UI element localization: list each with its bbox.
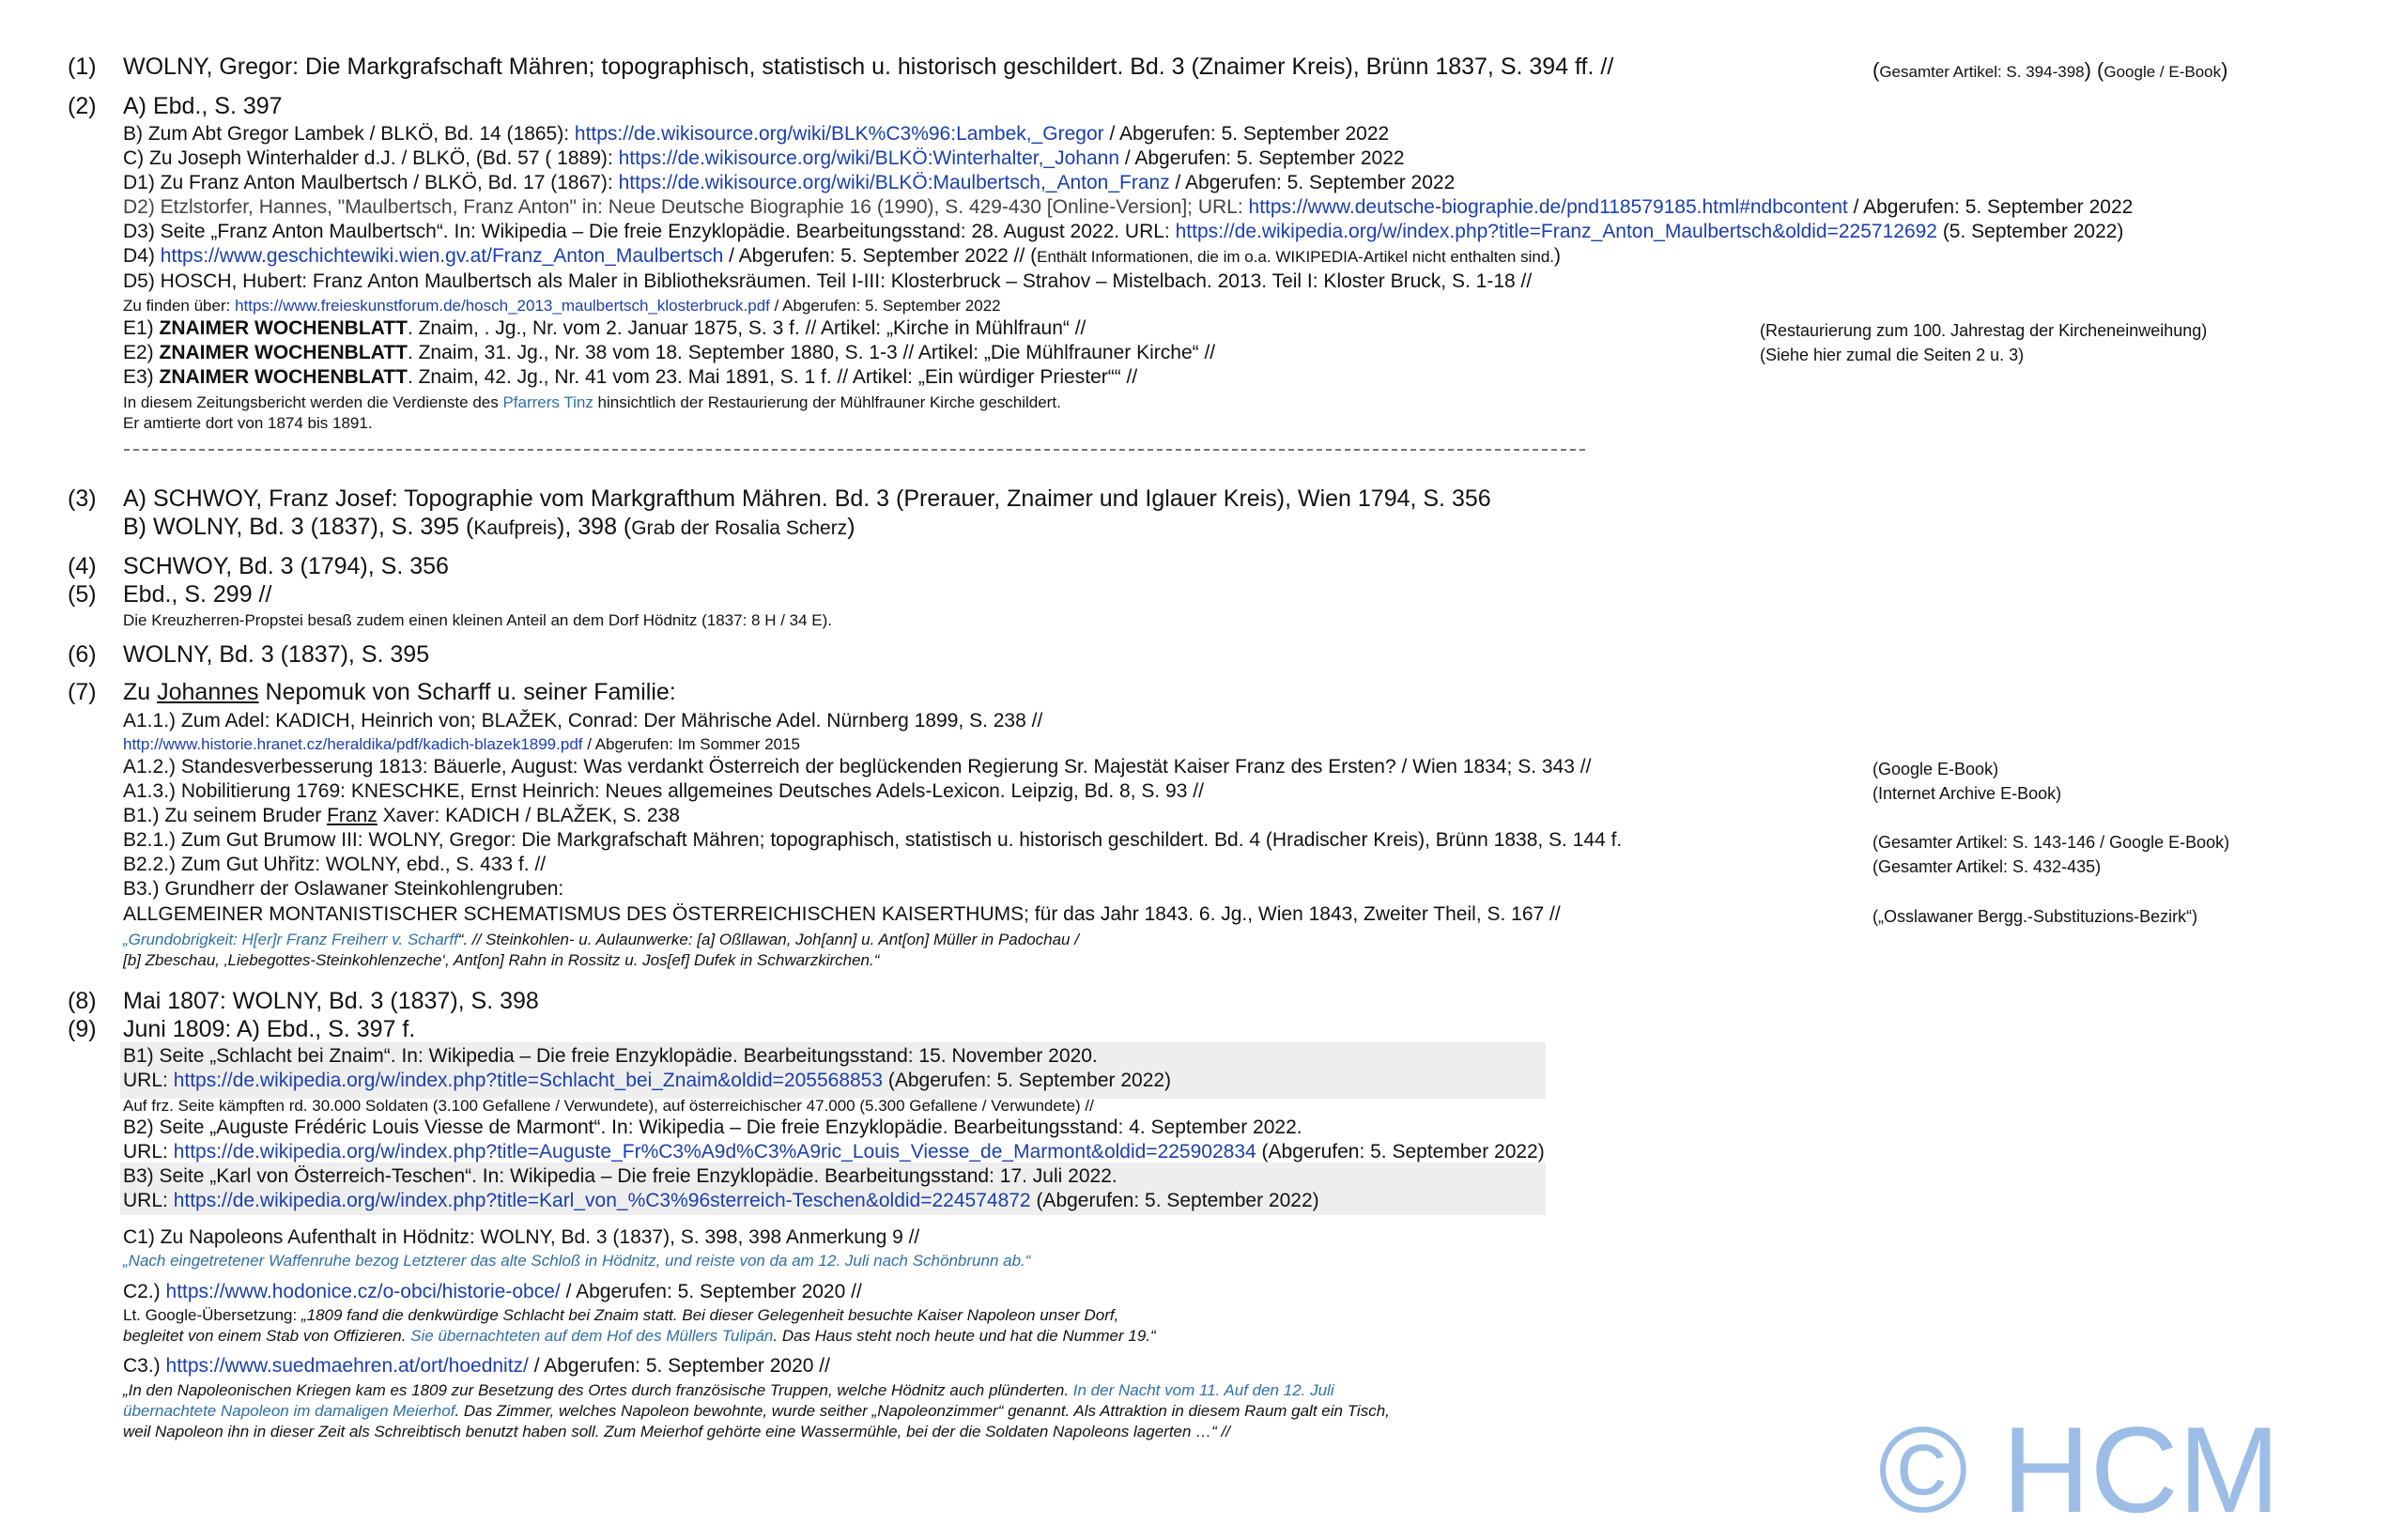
copyright-watermark: © HCM xyxy=(1878,1401,2280,1538)
entry-7-b1: B1.) Zu seinem Bruder Franz Xaver: KADICH / BLAŽEK, S. 238 xyxy=(123,805,680,826)
entry-5-text: Ebd., S. 299 // xyxy=(123,581,272,608)
entry-2-a: A) Ebd., S. 397 xyxy=(123,93,283,119)
entry-number: (2) xyxy=(68,93,97,119)
entry-number: (4) xyxy=(68,553,97,579)
wikisource-lambek-link[interactable]: https://de.wikisource.org/wiki/BLK%C3%96:Lambek,_Gregor xyxy=(574,123,1104,145)
section-divider xyxy=(124,449,1585,451)
entry-2-d1: D1) Zu Franz Anton Maulbertsch / BLKÖ, Bd. 17 (1867): https://de.wikisource.org/wiki/BLKÖ:Maulbertsch,_Anton_Franz / Abgerufen: 5. September 2022 xyxy=(123,172,1456,193)
entry-7-a13: A1.3.) Nobilitierung 1769: KNESCHKE, Ernst Heinrich: Neues allgemeines Deutsches Adels-Lexicon. Leipzig, Bd. 8, S. 93 // xyxy=(123,780,1204,802)
entry-8-text: Mai 1807: WOLNY, Bd. 3 (1837), S. 398 xyxy=(123,988,539,1014)
entry-2-b: B) Zum Abt Gregor Lambek / BLKÖ, Bd. 14 (1865): https://de.wikisource.org/wiki/BLK%C3%96:Lambek,_Gregor / Abgerufen: 5. September 2022 xyxy=(123,123,1390,145)
entry-2-e1-note: (Restaurierung zum 100. Jahrestag der Kircheneinweihung) xyxy=(1760,321,2208,340)
entry-2-c: C) Zu Joseph Winterhalder d.J. / BLKÖ, (Bd. 57 ( 1889): https://de.wikisource.org/wiki/BLKÖ:Winterhalter,_Johann / Abgerufen: 5. September 2022 xyxy=(123,147,1405,169)
entry-7-a12-note: (Google E-Book) xyxy=(1872,760,1999,778)
entry-7-b3-quote-1: „Grundobrigkeit: H[er]r Franz Freiherr v. Scharff“. // Steinkohlen- u. Aulaunwerke: [a] Oßllawan, Joh[ann] u. Ant[on] Müller in Padochau / xyxy=(123,931,1079,948)
hodonice-link[interactable]: https://www.hodonice.cz/o-obci/historie-obce/ xyxy=(165,1281,561,1302)
entry-2-e2-note: (Siehe hier zumal die Seiten 2 u. 3) xyxy=(1760,346,2025,364)
entry-2-e3-note-1: In diesem Zeitungsbericht werden die Verdienste des Pfarrers Tinz hinsichtlich der Restaurierung der Mühlfrauner Kirche geschildert. xyxy=(123,393,1061,411)
entry-7-a11: A1.1.) Zum Adel: KADICH, Heinrich von; BLAŽEK, Conrad: Der Mährische Adel. Nürnberg 1899, S. 238 // xyxy=(123,710,1043,732)
entry-number: (8) xyxy=(68,988,97,1014)
entry-4-text: SCHWOY, Bd. 3 (1794), S. 356 xyxy=(123,553,449,579)
entry-7-b22: B2.2.) Zum Gut Uhřitz: WOLNY, ebd., S. 433 f. // xyxy=(123,854,547,875)
entry-9-b2: B2) Seite „Auguste Frédéric Louis Viesse de Marmont“. In: Wikipedia – Die freie Enzyklopädie. Bearbeitungsstand: 4. September 2022. xyxy=(123,1116,1302,1138)
freieskunstforum-link[interactable]: https://www.freieskunstforum.de/hosch_2013_maulbertsch_klosterbruck.pdf xyxy=(235,297,770,315)
wikisource-maulbertsch-link[interactable]: https://de.wikisource.org/wiki/BLKÖ:Maulbertsch,_Anton_Franz xyxy=(618,172,1170,193)
entry-9-b2-url: URL: https://de.wikipedia.org/w/index.php?title=Auguste_Fr%C3%A9d%C3%A9ric_Louis_Viesse_de_Marmont&oldid=225902834 (Abgerufen: 5. September 2022) xyxy=(123,1141,1545,1163)
entry-number: (7) xyxy=(68,679,97,705)
entry-6-text: WOLNY, Bd. 3 (1837), S. 395 xyxy=(123,641,430,668)
entry-9-c1-quote: „Nach eingetretener Waffenruhe bezog Letzterer das alte Schloß in Hödnitz, und reiste von da am 12. Juli nach Schönbrunn ab.“ xyxy=(123,1252,1031,1270)
entry-number: (1) xyxy=(68,54,97,80)
entry-1-note: (Gesamter Artikel: S. 394-398) (Google / E-Book) xyxy=(1872,58,2228,82)
entry-7-b3-note: („Osslawaner Bergg.-Substituzions-Bezirk“) xyxy=(1872,907,2198,926)
entry-9-c1: C1) Zu Napoleons Aufenthalt in Hödnitz: WOLNY, Bd. 3 (1837), S. 398, 398 Anmerkung 9 // xyxy=(123,1226,920,1248)
entry-7-b3-quote-2: [b] Zbeschau, ‚Liebegottes-Steinkohlenzeche‘, Ant[on] Rahn in Rossitz u. Jos[ef] Dufek in Schwarzkirchen.“ xyxy=(123,951,880,969)
entry-9-c3: C3.) https://www.suedmaehren.at/ort/hoednitz/ / Abgerufen: 5. September 2020 // xyxy=(123,1355,830,1377)
entry-number: (5) xyxy=(68,581,97,608)
entry-number: (3) xyxy=(68,485,97,512)
deutsche-biographie-link[interactable]: https://www.deutsche-biographie.de/pnd118579185.html#ndbcontent xyxy=(1248,196,1848,218)
entry-2-e2: E2) ZNAIMER WOCHENBLATT. Znaim, 31. Jg., Nr. 38 vom 18. September 1880, S. 1-3 // Artikel: „Die Mühlfrauner Kirche“ // xyxy=(123,342,1216,363)
entry-7-b3: B3.) Grundherr der Oslawaner Steinkohlengruben: xyxy=(123,878,564,900)
entry-number: (9) xyxy=(68,1016,97,1042)
entry-number: (6) xyxy=(68,641,97,668)
entry-3-a: A) SCHWOY, Franz Josef: Topographie vom Markgrafthum Mähren. Bd. 3 (Prerauer, Znaimer und Iglauer Kreis), Wien 1794, S. 356 xyxy=(123,485,1491,512)
entry-1-text: WOLNY, Gregor: Die Markgrafschaft Mähren; topographisch, statistisch u. historisch geschildert. Bd. 3 (Znaimer Kreis), Brünn 1837, S. 394 ff. // xyxy=(123,54,1614,80)
entry-7-a13-note: (Internet Archive E-Book) xyxy=(1872,784,2062,803)
entry-9-c3-quote-3: weil Napoleon ihn in dieser Zeit als Schreibtisch benutzt haben soll. Zum Meierhof gehörte eine Wassermühle, bei der die Soldaten Napoleons lagerten …“ // xyxy=(123,1423,1231,1440)
entry-2-e3-note-2: Er amtierte dort von 1874 bis 1891. xyxy=(123,414,373,432)
entry-9-c3-quote-1: „In den Napoleonischen Kriegen kam es 1809 zur Besetzung des Ortes durch französische Truppen, welche Hödnitz auch plünderten. In der Nacht vom 11. Auf den 12. Juli xyxy=(123,1381,1334,1399)
entry-2-d5-find: Zu finden über: https://www.freieskunstforum.de/hosch_2013_maulbertsch_klosterbruck.pdf / Abgerufen: 5. September 2022 xyxy=(123,297,1001,315)
entry-9-c2: C2.) https://www.hodonice.cz/o-obci/historie-obce/ / Abgerufen: 5. September 2020 // xyxy=(123,1281,862,1302)
entry-9-b3: B3) Seite „Karl von Österreich-Teschen“. In: Wikipedia – Die freie Enzyklopädie. Bearbeitungsstand: 17. Juli 2022. xyxy=(123,1165,1117,1187)
entry-2-d2: D2) Etzlstorfer, Hannes, "Maulbertsch, Franz Anton" in: Neue Deutsche Biographie 16 (1990), S. 429-430 [Online-Version]; URL: https://www.deutsche-biographie.de/pnd118579185.html#ndbcontent / Abgerufen: 5. September 2022 xyxy=(123,196,2134,218)
suedmaehren-link[interactable]: https://www.suedmaehren.at/ort/hoednitz/ xyxy=(165,1355,529,1377)
entry-7-head: Zu Johannes Nepomuk von Scharff u. seiner Familie: xyxy=(123,679,676,705)
entry-9-c2-quote-2: begleitet von einem Stab von Offizieren. Sie übernachteten auf dem Hof des Müllers Tulipán. Das Haus steht noch heute und hat die Nummer 19.“ xyxy=(123,1327,1156,1345)
entry-9-b1-url: URL: https://de.wikipedia.org/w/index.php?title=Schlacht_bei_Znaim&oldid=205568853 (Abgerufen: 5. September 2022) xyxy=(123,1070,1172,1091)
entry-2-d5: D5) HOSCH, Hubert: Franz Anton Maulbertsch als Maler in Bibliotheksräumen. Teil I-III: Klosterbruck – Strahov – Mistelbach. 2013. Teil I: Kloster Bruck, S. 1-18 // xyxy=(123,270,1533,292)
entry-9-c2-quote-1: Lt. Google-Übersetzung: „1809 fand die denkwürdige Schlacht bei Znaim statt. Bei dieser Gelegenheit besuchte Kaiser Napoleon unser Dorf, xyxy=(123,1306,1119,1324)
entry-2-e3: E3) ZNAIMER WOCHENBLATT. Znaim, 42. Jg., Nr. 41 vom 23. Mai 1891, S. 1 f. // Artikel: „Ein würdiger Priester““ // xyxy=(123,366,1138,388)
entry-7-b3-line: ALLGEMEINER MONTANISTISCHER SCHEMATISMUS DES ÖSTERREICHISCHEN KAISERTHUMS; für das Jahr 1843. 6. Jg., Wien 1843, Zweiter Theil, S. 167 // xyxy=(123,903,1561,925)
entry-5-note: Die Kreuzherren-Propstei besaß zudem einen kleinen Anteil an dem Dorf Hödnitz (1837: 8 H / 34 E). xyxy=(123,611,833,629)
entry-9-c3-quote-2: übernachtete Napoleon im damaligen Meierhof. Das Zimmer, welches Napoleon bewohnte, wurde seither „Napoleonzimmer“ genannt. Als Attraktion in diesem Raum galt ein Tisch, xyxy=(123,1402,1390,1420)
entry-2-d3: D3) Seite „Franz Anton Maulbertsch“. In: Wikipedia – Die freie Enzyklopädie. Bearbeitungsstand: 28. August 2022. URL: https://de.wikipedia.org/w/index.php?title=Franz_Anton_Maulbertsch&oldid=225712692 (5. September 2022) xyxy=(123,221,2124,242)
wikipedia-znaim-link[interactable]: https://de.wikipedia.org/w/index.php?title=Schlacht_bei_Znaim&oldid=205568853 xyxy=(173,1070,884,1091)
hranet-kadich-link[interactable]: http://www.historie.hranet.cz/heraldika/pdf/kadich-blazek1899.pdf xyxy=(123,735,583,753)
entry-9-b1: B1) Seite „Schlacht bei Znaim“. In: Wikipedia – Die freie Enzyklopädie. Bearbeitungsstand: 15. November 2020. xyxy=(123,1045,1098,1067)
entry-3-b: B) WOLNY, Bd. 3 (1837), S. 395 (Kaufpreis), 398 (Grab der Rosalia Scherz) xyxy=(123,514,855,540)
entry-7-a12: A1.2.) Standesverbesserung 1813: Bäuerle, August: Was verdankt Österreich der beglückenden Regierung Sr. Majestät Kaiser Franz des Ersten? / Wien 1834; S. 343 // xyxy=(123,756,1592,778)
wikipedia-karl-link[interactable]: https://de.wikipedia.org/w/index.php?title=Karl_von_%C3%96sterreich-Teschen&oldid=224574872 xyxy=(173,1190,1031,1211)
entry-9-b3-url: URL: https://de.wikipedia.org/w/index.php?title=Karl_von_%C3%96sterreich-Teschen&oldid=224574872 (Abgerufen: 5. September 2022) xyxy=(123,1190,1319,1211)
entry-9-text: Juni 1809: A) Ebd., S. 397 f. xyxy=(123,1016,416,1042)
wikipedia-marmont-link[interactable]: https://de.wikipedia.org/w/index.php?title=Auguste_Fr%C3%A9d%C3%A9ric_Louis_Viesse_de_Marmont&oldid=225902834 xyxy=(173,1141,1256,1163)
entry-7-b22-note: (Gesamter Artikel: S. 432-435) xyxy=(1872,857,2102,876)
entry-2-e1: E1) ZNAIMER WOCHENBLATT. Znaim, . Jg., Nr. vom 2. Januar 1875, S. 3 f. // Artikel: „Kirche in Mühlfraun“ // xyxy=(123,317,1086,339)
entry-2-d4: D4) https://www.geschichtewiki.wien.gv.at/Franz_Anton_Maulbertsch / Abgerufen: 5. September 2022 // (Enthält Informationen, die im o.a. WIKIPEDIA-Artikel nicht enthalten sind.) xyxy=(123,245,1562,267)
entry-9-b1-note: Auf frz. Seite kämpften rd. 30.000 Soldaten (3.100 Gefallene / Verwundete), auf österreichischer 47.000 (5.300 Gefallene / Verwundete) // xyxy=(123,1097,1094,1115)
wikisource-winterhalter-link[interactable]: https://de.wikisource.org/wiki/BLKÖ:Winterhalter,_Johann xyxy=(618,147,1119,169)
entry-7-a11-link: http://www.historie.hranet.cz/heraldika/pdf/kadich-blazek1899.pdf / Abgerufen: Im Sommer 2015 xyxy=(123,735,801,753)
entry-7-b21: B2.1.) Zum Gut Brumow III: WOLNY, Gregor: Die Markgrafschaft Mähren; topographisch, statistisch u. historisch geschildert. Bd. 4 (Hradischer Kreis), Brünn 1838, S. 144 f. xyxy=(123,829,1623,851)
geschichtewiki-link[interactable]: https://www.geschichtewiki.wien.gv.at/Franz_Anton_Maulbertsch xyxy=(160,245,724,267)
entry-7-b21-note: (Gesamter Artikel: S. 143-146 / Google E-Book) xyxy=(1872,833,2230,852)
wikipedia-maulbertsch-link[interactable]: https://de.wikipedia.org/w/index.php?title=Franz_Anton_Maulbertsch&oldid=225712692 xyxy=(1175,221,1937,242)
